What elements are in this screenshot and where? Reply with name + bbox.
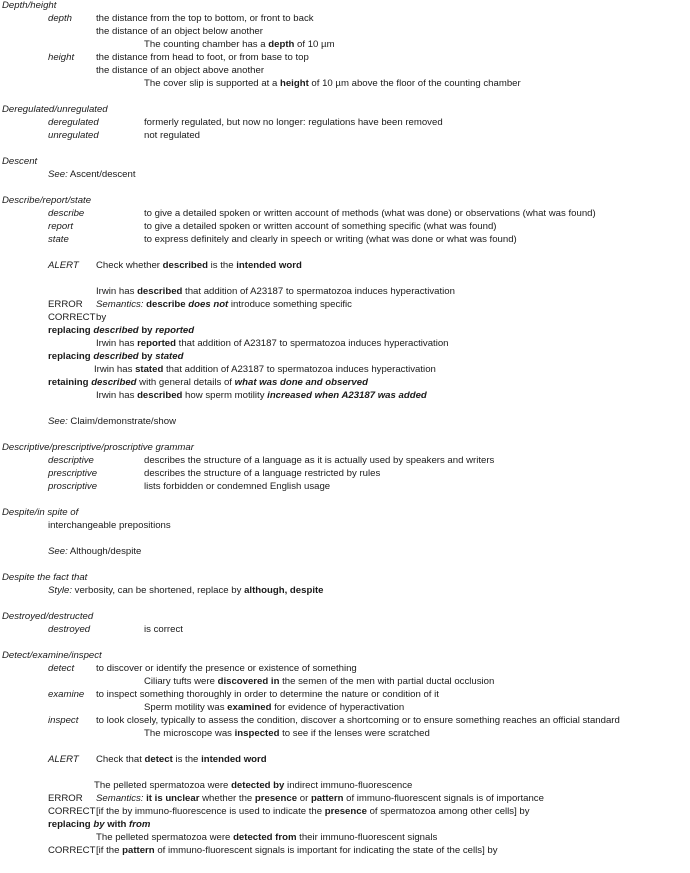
term-proscriptive: proscriptive: [48, 481, 98, 492]
definition-destroyed: is correct: [144, 624, 183, 635]
alert-text-describe: Check whether described is the intended word: [96, 260, 302, 271]
term-examine: examine: [48, 689, 85, 700]
example-stated: Irwin has stated that addition of A23187 to spermatozoa induces hyperactivation: [94, 364, 436, 375]
term-report: report: [48, 221, 74, 232]
term-depth: depth: [48, 13, 73, 24]
alert-label-detect: ALERT: [48, 754, 79, 765]
term-deregulated: deregulated: [48, 117, 99, 128]
heading-depth-height: Depth/height: [2, 0, 57, 11]
definition-examine: to inspect something thoroughly in order to determine the nature or condition of it: [96, 689, 439, 700]
term-height: height: [48, 52, 75, 63]
correct-label-detect-1: CORRECT: [48, 806, 96, 817]
heading-detect: Detect/examine/inspect: [2, 650, 102, 661]
definition-depth-2: the distance of an object below another: [96, 26, 263, 37]
see-also-despite: See: Although/despite: [48, 546, 142, 557]
correct-label-describe: CORRECT: [48, 312, 96, 323]
term-detect: detect: [48, 663, 75, 674]
example-described-2: Irwin has described how sperm motility increased when A23187 was added: [96, 390, 427, 401]
heading-deregulated: Deregulated/unregulated: [2, 104, 108, 115]
style-despite-fact: Style: verbosity, can be shortened, replace by although, despite: [48, 585, 324, 596]
example-detected-from: The pelleted spermatozoa were detected from their immuno-fluorescent signals: [96, 832, 438, 843]
example-height: The cover slip is supported at a height of 10 µm above the floor of the counting chamber: [144, 78, 521, 89]
correct-text-detect-2: [if the pattern of immuno-fluorescent signals is important for indicating the state of the cells] by: [96, 845, 498, 856]
definition-unregulated: not regulated: [144, 130, 201, 141]
example-detected-by: The pelleted spermatozoa were detected by indirect immuno-fluorescence: [94, 780, 413, 791]
error-text-detect: Semantics: it is unclear whether the presence or pattern of immuno-fluorescent signals is of importance: [96, 793, 544, 804]
term-unregulated: unregulated: [48, 130, 99, 141]
heading-destroyed: Destroyed/destructed: [2, 611, 94, 622]
heading-despite: Despite/in spite of: [2, 507, 79, 518]
replacement-from: replacing by with from: [48, 819, 151, 830]
term-prescriptive: prescriptive: [48, 468, 98, 479]
correct-text-detect-1: [if the by immuno-fluorescence is used to indicate the presence of spermatozoa among other cells] by: [96, 806, 530, 817]
example-examine: Sperm motility was examined for evidence of hyperactivation: [144, 702, 405, 713]
definition-state: to express definitely and clearly in speech or writing (what was done or what was found): [144, 234, 517, 245]
term-describe: describe: [48, 208, 85, 219]
definition-proscriptive: lists forbidden or condemned English usage: [144, 481, 331, 492]
example-described-1: Irwin has described that addition of A23187 to spermatozoa induces hyperactivation: [96, 286, 455, 297]
error-label-detect: ERROR: [48, 793, 83, 804]
term-state: state: [48, 234, 69, 245]
example-inspect: The microscope was inspected to see if the lenses were scratched: [144, 728, 430, 739]
error-label-describe: ERROR: [48, 299, 83, 310]
replacement-reported: replacing described by reported: [48, 325, 195, 336]
definition-report: to give a detailed spoken or written account of something specific (what was found): [144, 221, 497, 232]
see-also-describe: See: Claim/demonstrate/show: [48, 416, 176, 427]
text-despite: interchangeable prepositions: [48, 520, 171, 531]
definition-describe: to give a detailed spoken or written account of methods (what was done) or observations (what was found): [144, 208, 596, 219]
correct-label-detect-2: CORRECT: [48, 845, 96, 856]
term-destroyed: destroyed: [48, 624, 91, 635]
heading-descriptive: Descriptive/prescriptive/proscriptive grammar: [2, 442, 194, 453]
example-reported: Irwin has reported that addition of A23187 to spermatozoa induces hyperactivation: [96, 338, 449, 349]
definition-descriptive: describes the structure of a language as it is actually used by speakers and writers: [144, 455, 495, 466]
term-inspect: inspect: [48, 715, 79, 726]
term-descriptive: descriptive: [48, 455, 94, 466]
retaining-described: retaining described with general details of what was done and observed: [48, 377, 368, 388]
heading-despite-fact: Despite the fact that: [2, 572, 88, 583]
definition-height-2: the distance of an object above another: [96, 65, 265, 76]
definition-deregulated: formerly regulated, but now no longer: regulations have been removed: [144, 117, 443, 128]
replacement-stated: replacing described by stated: [48, 351, 184, 362]
correct-text-describe: by: [96, 312, 107, 323]
definition-prescriptive: describes the structure of a language restricted by rules: [144, 468, 381, 479]
heading-describe: Describe/report/state: [2, 195, 92, 206]
definition-detect: to discover or identify the presence or existence of something: [96, 663, 357, 674]
error-text-describe: Semantics: describe does not introduce something specific: [96, 299, 352, 310]
alert-label-describe: ALERT: [48, 260, 79, 271]
definition-height-1: the distance from head to foot, or from base to top: [96, 52, 309, 63]
example-depth: The counting chamber has a depth of 10 µm: [144, 39, 335, 50]
see-also-descent: See: Ascent/descent: [48, 169, 136, 180]
definition-depth-1: the distance from the top to bottom, or front to back: [96, 13, 314, 24]
definition-inspect: to look closely, typically to assess the condition, discover a shortcoming or to ensure something reaches an official standard: [96, 715, 620, 726]
example-detect: Ciliary tufts were discovered in the semen of the men with partial ductal occlusion: [144, 676, 495, 687]
heading-descent: Descent: [2, 156, 38, 167]
alert-text-detect: Check that detect is the intended word: [96, 754, 267, 765]
